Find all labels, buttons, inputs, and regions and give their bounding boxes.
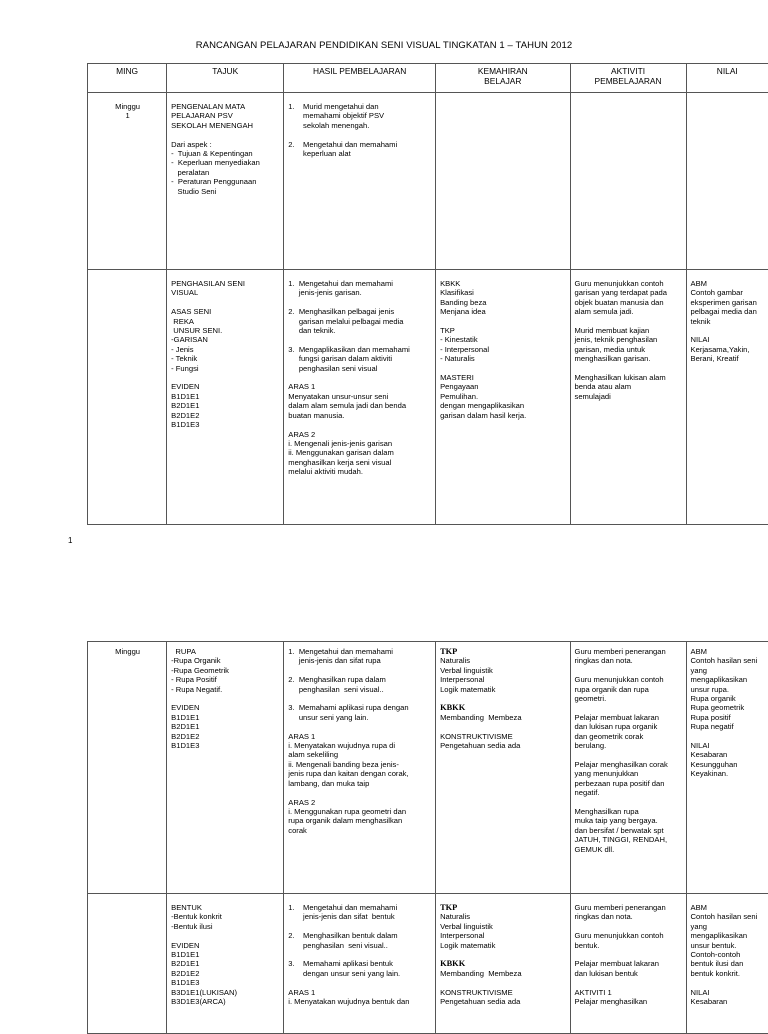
lesson-plan-table bbox=[87, 63, 768, 525]
hasil-cell: 1. Mengetahui dan memahami jenis-jenis dan sifat bentuk 2. Menghasilkan bentuk dalam penghasilan seni visual.. 3. Memahami aplikasi bentuk dengan unsur seni yang lain. ARAS 1 i. Menyatakan wujudnya bentuk dan bbox=[284, 894, 436, 1034]
table-row bbox=[88, 894, 768, 1034]
week-cell: Minggu bbox=[88, 642, 167, 894]
lesson-plan-table-continued bbox=[87, 641, 768, 1034]
nilai-cell: ABM Contoh hasilan seni yang mengaplikasikan unsur rupa. Rupa organik Rupa geometrik Rupa positif Rupa negatif NILAI Kesabaran Kesungguhan Keyakinan. bbox=[686, 642, 768, 894]
header-nilai: NILAI bbox=[686, 64, 768, 93]
document-title: RANCANGAN PELAJARAN PENDIDIKAN SENI VISUAL TINGKATAN 1 – TAHUN 2012 bbox=[0, 40, 768, 51]
tajuk-cell: PENGHASILAN SENI VISUAL ASAS SENI REKA UNSUR SENI. -GARISAN - Jenis - Teknik - Fungsi EVIDEN B1D1E1 B2D1E1 B2D1E2 B1D1E3 bbox=[167, 270, 284, 525]
aktiviti-cell: Guru menunjukkan contoh garisan yang terdapat pada objek buatan manusia dan alam semula jadi. Murid membuat kajian jenis, teknik penghasilan garisan, media untuk menghasilkan garisan. Menghasilkan lukisan alam benda atau alam semulajadi bbox=[570, 270, 686, 525]
header-tajuk: TAJUK bbox=[167, 64, 284, 93]
hasil-cell: 1. Mengetahui dan memahami jenis-jenis dan sifat rupa 2. Menghasilkan rupa dalam penghasilan seni visual.. 3. Memahami aplikasi rupa dengan unsur seni yang lain. ARAS 1 i. Menyatakan wujudnya rupa di alam sekeliling ii. Mengenali banding beza jenis- jenis rupa dan kaitan dengan corak, lambang, dan muka taip ARAS 2 i. Menggunakan rupa geometri dan rupa organik dalam menghasilkan corak bbox=[284, 642, 436, 894]
header-kemahiran: KEMAHIRAN BELAJAR bbox=[436, 64, 570, 93]
week-cell bbox=[88, 270, 167, 525]
aktiviti-cell: Guru memberi penerangan ringkas dan nota. Guru menunjukkan contoh rupa organik dan rupa geometri. Pelajar membuat lakaran dan lukisan rupa organik dan geometrik corak berulang. Pelajar menghasilkan corak yang menunjukkan perbezaan rupa positif dan negatif. Menghasilkan rupa muka taip yang bergaya. dan bersifat / berwatak spt JATUH, TINGGI, RENDAH, GEMUK dll. bbox=[570, 642, 686, 894]
header-ming: MING bbox=[88, 64, 167, 93]
kemahiran-cell bbox=[436, 93, 570, 270]
table-row bbox=[88, 642, 768, 894]
kemahiran-cell: KBKK Klasifikasi Banding beza Menjana idea TKP - Kinestatik - Interpersonal - Naturalis MASTERI Pengayaan Pemulihan. dengan mengaplikasikan garisan dalam hasil kerja. bbox=[436, 270, 570, 525]
skill-heading: KBKK bbox=[440, 703, 465, 712]
table-row bbox=[88, 270, 768, 525]
table-row bbox=[88, 93, 768, 270]
tajuk-cell: BENTUK -Bentuk konkrit -Bentuk ilusi EVIDEN B1D1E1 B2D1E1 B2D1E2 B1D1E3 B3D1E1(LUKISAN) B3D1E3(ARCA) bbox=[167, 894, 284, 1034]
header-hasil: HASIL PEMBELAJARAN bbox=[284, 64, 436, 93]
skill-heading: TKP bbox=[440, 647, 457, 656]
table-header-row bbox=[88, 64, 768, 93]
kemahiran-cell: TKP Naturalis Verbal linguistik Interpersonal Logik matematik KBKK Membanding Membeza KONSTRUKTIVISME Pengetahuan sedia ada bbox=[436, 894, 570, 1034]
tajuk-cell: PENGENALAN MATA PELAJARAN PSV SEKOLAH MENENGAH Dari aspek : - Tujuan & Kepentingan - Keperluan menyediakan peralatan - Peraturan Penggunaan Studio Seni bbox=[167, 93, 284, 270]
header-aktiviti: AKTIVITI PEMBELAJARAN bbox=[570, 64, 686, 93]
page-number: 1 bbox=[68, 536, 72, 545]
week-cell bbox=[88, 894, 167, 1034]
nilai-cell bbox=[686, 93, 768, 270]
nilai-cell: ABM Contoh gambar eksperimen garisan pelbagai media dan teknik NILAI Kerjasama,Yakin, Berani, Kreatif bbox=[686, 270, 768, 525]
aktiviti-cell bbox=[570, 93, 686, 270]
week-cell: Minggu 1 bbox=[88, 93, 167, 270]
kemahiran-cell: TKP Naturalis Verbal linguistik Interpersonal Logik matematik KBKK Membanding Membeza KONSTRUKTIVISME Pengetahuan sedia ada bbox=[436, 642, 570, 894]
aktiviti-cell: Guru memberi penerangan ringkas dan nota. Guru menunjukkan contoh bentuk. Pelajar membuat lakaran dan lukisan bentuk AKTIVITI 1 Pelajar menghasilkan bbox=[570, 894, 686, 1034]
nilai-cell: ABM Contoh hasilan seni yang mengaplikasikan unsur bentuk. Contoh-contoh bentuk ilusi dan bentuk konkrit. NILAI Kesabaran bbox=[686, 894, 768, 1034]
tajuk-cell: RUPA -Rupa Organik -Rupa Geometrik - Rupa Positif - Rupa Negatif. EVIDEN B1D1E1 B2D1E1 B2D1E2 B1D1E3 bbox=[167, 642, 284, 894]
skill-heading: TKP bbox=[440, 903, 457, 912]
skill-heading: KBKK bbox=[440, 959, 465, 968]
hasil-cell: 1. Mengetahui dan memahami jenis-jenis garisan. 2. Menghasilkan pelbagai jenis garisan melalui pelbagai media dan teknik. 3. Mengaplikasikan dan memahami fungsi garisan dalam aktiviti penghasilan seni visual ARAS 1 Menyatakan unsur-unsur seni dalam alam semula jadi dan benda buatan manusia. ARAS 2 i. Mengenali jenis-jenis garisan ii. Menggunakan garisan dalam menghasilkan kerja seni visual melalui aktiviti mudah. bbox=[284, 270, 436, 525]
hasil-cell: 1. Murid mengetahui dan memahami objektif PSV sekolah menengah. 2. Mengetahui dan memahami keperluan alat bbox=[284, 93, 436, 270]
